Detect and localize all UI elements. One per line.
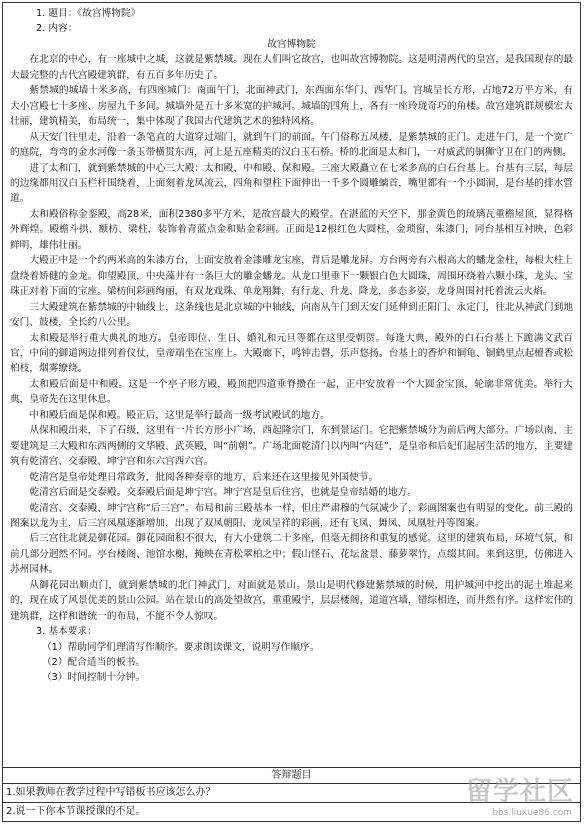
requirement-item: （2）配合适当的板书。 xyxy=(42,657,146,669)
requirements-heading: 3. 基本要求： xyxy=(36,626,97,638)
passage-paragraph: 从御花园出顺贞门，就到紫禁城的北门神武门，对面就是景山。景山是明代修建紫禁城的时候，用护城河中挖出的泥土堆起来的，现在成了风景优美的景山公园。站在景山的高处望故宫，重重殿宇，层层楼阁，道道宫墙，错综相连，而井然有序。这样宏伟的建筑群，这样和谐统一的布局，不能不令人惊叹。 xyxy=(10,579,573,622)
question-row: 1.如果教师在教学过程中写错板书应该怎么办？ xyxy=(6,787,216,798)
passage-paragraph: 三大殿建筑在紫禁城的中轴线上，这条线也是北京城的中轴线，向南从午门到天安门延伸到正阳门、永定门，往北从神武门到地安门、鼓楼，全长约八公里。 xyxy=(10,301,573,329)
topic-line: 1. 题目：《故宫博物院》 xyxy=(36,8,141,19)
document-sheet xyxy=(2,2,581,822)
passage-paragraph: 乾清宫后面是交泰殿。交泰殿后面是坤宁宫。坤宁宫是皇后住宫，也就是皇帝结婚的地方。 xyxy=(29,487,417,499)
content-line: 2. 内容： xyxy=(36,23,78,35)
passage-body xyxy=(10,52,573,624)
passage-paragraph: 后三宫往北就是御花园。御花园面积不很大，有大小建筑二十多座，但毫无拥挤和重复的感觉。这里的建筑布局，环境气氛，和前几部分迥然不同。亭台楼阁、池馆水榭，掩映在青松翠柏之中；假山怪石、花坛盆景、藤萝翠竹，点缀其间。来到这里，仿佛进入苏州园林。 xyxy=(10,533,573,576)
answers-table xyxy=(3,784,580,821)
watermark-logo: 留学社区 xyxy=(465,777,574,807)
requirement-item: （1）帮助同学们理清写作顺序。要求朗读课文，说明写作顺序。 xyxy=(42,641,320,653)
passage-paragraph: 太和殿是举行重大典礼的地方。皇帝即位、生日、婚礼和元旦等都在这里受朝贺。每逢大典，殿外的白石台基上下跪满文武百官，中间的御道两边排列着仪仗，皇帝端坐在宝座上。大殿廊下，鸣钟击磬，乐声悠扬。台基上的香炉和铜龟、铜鹤里点起檀香或松柏枝，烟雾缭绕。 xyxy=(10,332,573,375)
passage-title: 故宫博物院 xyxy=(267,38,316,50)
passage-paragraph: 在北京的中心，有一座城中之城，这就是紫禁城。现在人们叫它故宫，也叫故宫博物院。这是明清两代的皇宫，是我国现存的最大最完整的古代宫殿建筑群，有五百多年历史了。 xyxy=(10,54,573,81)
passage-paragraph: 太和殿俗称金銮殿，高28米，面积2380多平方米，是故宫最大的殿堂。在湛蓝的天空下，那金黄色的琉璃瓦重檐屋顶，显得格外辉煌。殿檐斗拱、额枋、梁柱，装饰着青蓝点金和贴金彩画。正面是12根红色大圆柱，金琐窗，朱漆门，同台基相互衬映，色彩鲜明，雄伟壮丽。 xyxy=(10,208,573,251)
passage-paragraph: 中和殿后面是保和殿。殿正后，这里是举行最高一级考试殿试的地方。 xyxy=(29,409,330,421)
lesson-content xyxy=(3,3,580,767)
passage-paragraph: 乾清宫、交泰殿、坤宁宫称“后三宫”。布局和前三殿基本一样，但庄严肃穆的气氛减少了，彩画图案也有明显的变化。前三殿的图案以龙为主，后三宫凤凰逐渐增加，出现了双凤朝阳、龙凤呈祥的彩画，还有飞凤、舞凤、凤凰牡丹等图案。 xyxy=(10,502,573,529)
passage-paragraph: 从保和殿出来，下了石级，这里有一片长方形小广场，西起隆宗门，东到景运门。它把紫禁城分为前后两大部分。广场以南，主要建筑是三大殿和东西两侧的文华殿、武英殿，叫“前朝”。广场北面乾清门以内叫“内廷”，是皇帝和后妃们起居生活的地方，主要建筑有乾清宫、交泰殿、坤宁宫和东六宫西六宫。 xyxy=(10,425,573,468)
passage-paragraph: 紫禁城的城墙十米多高，有四座城门：南面午门，北面神武门，东西面东华门、西华门。宫城呈长方形，占地72万平方米，有大小宫殿七十多座、房屋九千多间。城墙外是五十多米宽的护城河。城墙的四角上，各有一座玲珑奇巧的角楼。故宫建筑群规模宏大壮丽，建筑精美，布局统一，集中体现了我国古代建筑艺术的独特风格。 xyxy=(10,85,573,128)
passage-paragraph: 进了太和门，就到紫禁城的中心三大殿：太和殿、中和殿、保和殿。三座大殿矗立在七米多高的白石台基上。台基有三层，每层的边缘都用汉白玉栏杆围绕着，上面刻着龙凤流云，四角和望柱下面伸出一千多个圆雕螭首，嘴里都有一个小圆洞，是台基的排水管道。 xyxy=(10,162,573,205)
question-row: 2.说一下你本节课授课的不足。 xyxy=(3,802,580,820)
answers-heading: 答辩题目 xyxy=(3,767,580,784)
watermark-url: bbs.liuxue86.com xyxy=(492,808,572,818)
passage-paragraph: 太和殿后面是中和殿。这是一个亭子形方殿，殿顶把四道垂脊攒在一起，正中安放着一个大圆金宝顶，轮廓非常优美。举行大典，皇帝先在这里休息。 xyxy=(10,378,573,406)
passage-paragraph: 从天安门往里走，沿着一条笔直的大道穿过端门，就到午门的前面。午门俗称五凤楼，是紫禁城的正门。走进午门，是一个宽广的庭院，弯弯的金水河像一条玉带横贯东西，河上是五座精美的汉白玉石桥。桥的北面是太和门，一对威武的铜狮守卫在门的两侧。 xyxy=(10,131,573,159)
passage-paragraph: 乾清宫是皇帝处理日常政务，批阅各种奏章的地方，后来还在这里接见外国使节。 xyxy=(29,471,379,483)
passage-paragraph: 大殿正中是一个约两米高的朱漆方台，上面安放着金漆雕龙宝座，背后是雕龙屏。方台两旁有六根高大的蟠龙金柱，每根大柱上盘绕着矫健的金龙。仰望殿顶，中央藻井有一条巨大的雕金蟠龙。从龙口里垂下一颗银白色大圆珠，周围环绕着六颗小珠，龙头、宝珠正对着下面的宝座。梁枋间彩画绚丽，有双龙戏珠、单龙翔舞，有行龙、升龙、降龙，多态多姿，龙身周围衬托着流云火焰。 xyxy=(10,255,573,298)
requirement-item: （3）时间控制十分钟。 xyxy=(42,672,146,684)
